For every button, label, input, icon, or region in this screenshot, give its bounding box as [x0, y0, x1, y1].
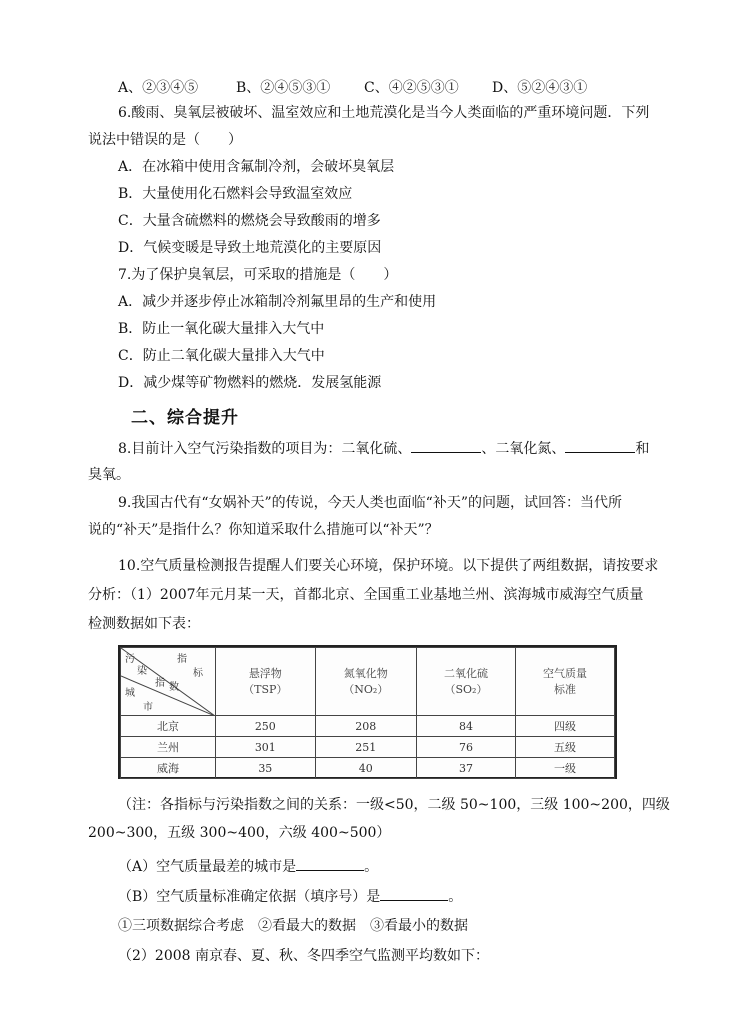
cell-city: 威海 — [121, 758, 216, 779]
question-b-end: 。 — [448, 889, 463, 905]
table-diagonal-header — [121, 648, 216, 716]
diag-label-index-3: 数 — [169, 682, 179, 693]
cell-grade: 四级 — [515, 716, 614, 737]
col-header-grade: 空气质量 标准 — [515, 648, 614, 716]
q9-line2: 说的“补天”是指什么？你知道采取什么措施可以“补天”？ — [88, 522, 439, 538]
question-a-text: （A）空气质量最差的城市是 — [118, 859, 297, 875]
cell-city: 兰州 — [121, 737, 216, 758]
cell-no2: 208 — [315, 716, 416, 737]
col-header-tsp: 悬浮物 （TSP） — [216, 648, 316, 716]
q6-option-d: D．气候变暖是导致土地荒漠化的主要原因 — [118, 240, 382, 256]
diag-label-pollution-1: 污 — [125, 654, 135, 665]
question-a-end: 。 — [364, 859, 379, 875]
cell-so2: 84 — [416, 716, 515, 737]
note-line1: （注：各指标与污染指数之间的关系：一级<50，二级 50~100，三级 100~200，四级 — [118, 797, 670, 813]
diag-label-pollution-2: 染 — [137, 666, 147, 677]
q8-blank-1[interactable] — [411, 438, 481, 453]
question-b-choices: ①三项数据综合考虑 ②看最大的数据 ③看最小的数据 — [118, 918, 468, 934]
q7-option-a: A．减少并逐步停止冰箱制冷剂氟里昂的生产和使用 — [118, 294, 437, 310]
diag-label-index-2: 标 — [193, 668, 203, 679]
diagonal-lines — [121, 648, 215, 716]
q10-line3: 检测数据如下表： — [88, 616, 200, 632]
note-line2: 200~300，五级 300~400，六级 400~500） — [88, 825, 391, 841]
q6-option-a: A．在冰箱中使用含氟制冷剂，会破坏臭氧层 — [118, 159, 395, 175]
cell-tsp: 250 — [216, 716, 316, 737]
q5-option-c: C、④②⑤③① — [364, 80, 459, 96]
cell-no2: 40 — [315, 758, 416, 779]
diag-label-city-1: 城 — [125, 688, 135, 699]
q8-line2: 臭氧。 — [88, 467, 130, 483]
cell-so2: 76 — [416, 737, 515, 758]
table-row — [121, 716, 615, 737]
cell-grade: 五级 — [515, 737, 614, 758]
q6-stem-line2: 说法中错误的是（ ） — [88, 132, 242, 148]
q9-line1: 9.我国古代有“女娲补天”的传说，今天人类也面临“补天”的问题，试回答：当代所 — [118, 495, 622, 511]
q5-option-d: D、⑤②④③① — [492, 80, 588, 96]
cell-tsp: 301 — [216, 737, 316, 758]
section-title: 二、综合提升 — [131, 408, 239, 428]
q8-blank-2[interactable] — [565, 438, 635, 453]
question-b-text: （B）空气质量标准确定依据（填序号）是 — [118, 889, 381, 905]
q10-line1: 10.空气质量检测报告提醒人们要关心环境，保护环境。以下提供了两组数据，请按要求 — [118, 558, 659, 574]
q6-option-b: B．大量使用化石燃料会导致温室效应 — [118, 186, 353, 202]
q7-option-b: B．防止一氧化碳大量排入大气中 — [118, 321, 325, 337]
col-header-no2: 氮氧化物 （NO₂） — [315, 648, 416, 716]
q7-stem: 7.为了保护臭氧层，可采取的措施是（ ） — [118, 267, 398, 283]
question-b — [118, 886, 462, 907]
q8-text-3: 和 — [635, 441, 650, 457]
q5-option-b: B、②④⑤③① — [236, 80, 331, 96]
q5-option-a: A、②③④⑤ — [118, 80, 199, 96]
question-a — [118, 856, 378, 877]
q6-stem-line1: 6.酸雨、臭氧层被破坏、温室效应和土地荒漠化是当今人类面临的严重环境问题．下列 — [118, 105, 650, 121]
table-row — [121, 758, 615, 779]
q7-option-c: C．防止二氧化碳大量排入大气中 — [118, 348, 325, 364]
q10-part2: （2）2008 南京春、夏、秋、冬四季空气监测平均数如下： — [118, 948, 489, 964]
q7-option-d: D．减少煤等矿物燃料的燃烧．发展氢能源 — [118, 375, 382, 391]
q6-option-c: C．大量含硫燃料的燃烧会导致酸雨的增多 — [118, 213, 381, 229]
q8-text-1: 8.目前计入空气污染指数的项目为：二氧化硫、 — [118, 441, 412, 457]
cell-no2: 251 — [315, 737, 416, 758]
q8-text-2: 、二氧化氮、 — [481, 441, 566, 457]
question-b-blank[interactable] — [380, 886, 448, 901]
cell-city: 北京 — [121, 716, 216, 737]
table-header-row — [121, 648, 615, 716]
cell-so2: 37 — [416, 758, 515, 779]
col-header-so2: 二氧化硫 （SO₂） — [416, 648, 515, 716]
q10-line2: 分析：（1）2007年元月某一天，首都北京、全国重工业基地兰州、滨海城市威海空气质量 — [88, 587, 644, 603]
question-a-blank[interactable] — [296, 856, 364, 871]
q8-line1 — [118, 438, 649, 459]
diag-label-index-1: 指 — [177, 654, 187, 665]
cell-grade: 一级 — [515, 758, 614, 779]
cell-tsp: 35 — [216, 758, 316, 779]
diag-label-pollution-3: 指 — [155, 678, 165, 689]
table-row — [121, 737, 615, 758]
diag-label-city-2: 市 — [143, 702, 153, 713]
air-quality-table — [118, 645, 617, 779]
